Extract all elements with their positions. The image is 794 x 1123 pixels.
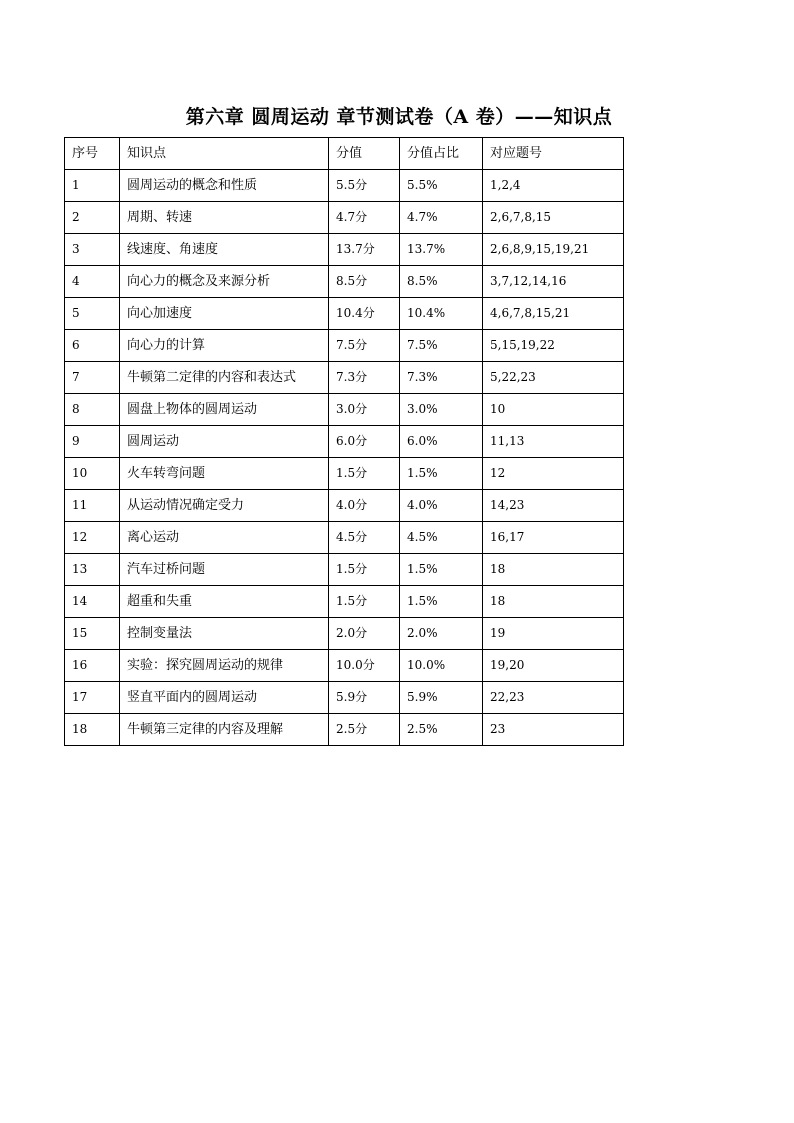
score-ratio-cell: 10.4% [400,298,483,330]
knowledge-point-cell: 周期、转速 [120,202,329,234]
score-ratio-cell: 4.5% [400,522,483,554]
score-ratio-cell: 1.5% [400,554,483,586]
score-cell: 4.0分 [329,490,400,522]
score-ratio-cell: 1.5% [400,458,483,490]
row-index-cell: 16 [65,650,120,682]
row-index-cell: 14 [65,586,120,618]
table-row [65,330,624,362]
table-row [65,490,624,522]
question-numbers-cell: 2,6,8,9,15,19,21 [483,234,624,266]
knowledge-point-cell: 离心运动 [120,522,329,554]
score-cell: 1.5分 [329,586,400,618]
score-ratio-cell: 2.0% [400,618,483,650]
score-cell: 2.5分 [329,714,400,746]
score-ratio-cell: 8.5% [400,266,483,298]
table-row [65,714,624,746]
knowledge-point-cell: 控制变量法 [120,618,329,650]
question-numbers-cell: 4,6,7,8,15,21 [483,298,624,330]
score-ratio-cell: 3.0% [400,394,483,426]
row-index-cell: 6 [65,330,120,362]
knowledge-point-table-body [65,138,624,746]
knowledge-point-cell: 竖直平面内的圆周运动 [120,682,329,714]
knowledge-point-cell: 圆周运动的概念和性质 [120,170,329,202]
row-index-cell: 3 [65,234,120,266]
question-numbers-cell: 22,23 [483,682,624,714]
row-index-cell: 15 [65,618,120,650]
score-ratio-cell: 10.0% [400,650,483,682]
score-ratio-cell: 4.7% [400,202,483,234]
table-row [65,650,624,682]
row-index-cell: 1 [65,170,120,202]
table-row [65,202,624,234]
document-title-text: 第六章 圆周运动 章节测试卷（A 卷）——知识点 [185,106,613,128]
table-row [65,458,624,490]
score-ratio-cell: 4.0% [400,490,483,522]
row-index-cell: 9 [65,426,120,458]
score-ratio-cell: 5.9% [400,682,483,714]
score-ratio-cell: 5.5% [400,170,483,202]
knowledge-point-cell: 向心加速度 [120,298,329,330]
header-knowledge-point: 知识点 [120,138,329,170]
score-cell: 10.4分 [329,298,400,330]
score-cell: 5.9分 [329,682,400,714]
knowledge-point-cell: 圆周运动 [120,426,329,458]
table-row [65,298,624,330]
score-cell: 5.5分 [329,170,400,202]
header-score-ratio: 分值占比 [400,138,483,170]
score-cell: 2.0分 [329,618,400,650]
row-index-cell: 11 [65,490,120,522]
table-row [65,618,624,650]
table-row [65,170,624,202]
knowledge-point-cell: 向心力的概念及来源分析 [120,266,329,298]
question-numbers-cell: 2,6,7,8,15 [483,202,624,234]
question-numbers-cell: 1,2,4 [483,170,624,202]
knowledge-point-table [64,137,624,746]
score-ratio-cell: 7.3% [400,362,483,394]
row-index-cell: 10 [65,458,120,490]
question-numbers-cell: 14,23 [483,490,624,522]
score-ratio-cell: 2.5% [400,714,483,746]
knowledge-point-cell: 从运动情况确定受力 [120,490,329,522]
knowledge-point-cell: 汽车过桥问题 [120,554,329,586]
table-row [65,362,624,394]
table-row [65,426,624,458]
question-numbers-cell: 19,20 [483,650,624,682]
knowledge-point-cell: 线速度、角速度 [120,234,329,266]
question-numbers-cell: 16,17 [483,522,624,554]
score-ratio-cell: 6.0% [400,426,483,458]
score-cell: 1.5分 [329,458,400,490]
header-question-numbers: 对应题号 [483,138,624,170]
row-index-cell: 2 [65,202,120,234]
table-row [65,522,624,554]
row-index-cell: 17 [65,682,120,714]
row-index-cell: 4 [65,266,120,298]
question-numbers-cell: 23 [483,714,624,746]
score-cell: 4.5分 [329,522,400,554]
score-cell: 7.5分 [329,330,400,362]
row-index-cell: 5 [65,298,120,330]
question-numbers-cell: 3,7,12,14,16 [483,266,624,298]
row-index-cell: 13 [65,554,120,586]
row-index-cell: 12 [65,522,120,554]
score-ratio-cell: 13.7% [400,234,483,266]
table-row [65,586,624,618]
score-cell: 7.3分 [329,362,400,394]
score-ratio-cell: 1.5% [400,586,483,618]
score-cell: 10.0分 [329,650,400,682]
score-cell: 1.5分 [329,554,400,586]
question-numbers-cell: 18 [483,586,624,618]
knowledge-point-cell: 牛顿第三定律的内容及理解 [120,714,329,746]
question-numbers-cell: 5,15,19,22 [483,330,624,362]
knowledge-point-cell: 牛顿第二定律的内容和表达式 [120,362,329,394]
knowledge-point-cell: 火车转弯问题 [120,458,329,490]
table-row [65,234,624,266]
score-cell: 6.0分 [329,426,400,458]
score-cell: 8.5分 [329,266,400,298]
knowledge-point-cell: 超重和失重 [120,586,329,618]
score-ratio-cell: 7.5% [400,330,483,362]
header-score: 分值 [329,138,400,170]
question-numbers-cell: 18 [483,554,624,586]
row-index-cell: 7 [65,362,120,394]
table-row [65,266,624,298]
question-numbers-cell: 10 [483,394,624,426]
table-header-row [65,138,624,170]
knowledge-point-cell: 实验：探究圆周运动的规律 [120,650,329,682]
document-title [0,104,794,130]
row-index-cell: 8 [65,394,120,426]
question-numbers-cell: 12 [483,458,624,490]
question-numbers-cell: 5,22,23 [483,362,624,394]
header-index: 序号 [65,138,120,170]
score-cell: 4.7分 [329,202,400,234]
table-row [65,394,624,426]
row-index-cell: 18 [65,714,120,746]
knowledge-point-cell: 圆盘上物体的圆周运动 [120,394,329,426]
question-numbers-cell: 11,13 [483,426,624,458]
table-row [65,682,624,714]
table-row [65,554,624,586]
question-numbers-cell: 19 [483,618,624,650]
score-cell: 13.7分 [329,234,400,266]
knowledge-point-cell: 向心力的计算 [120,330,329,362]
score-cell: 3.0分 [329,394,400,426]
